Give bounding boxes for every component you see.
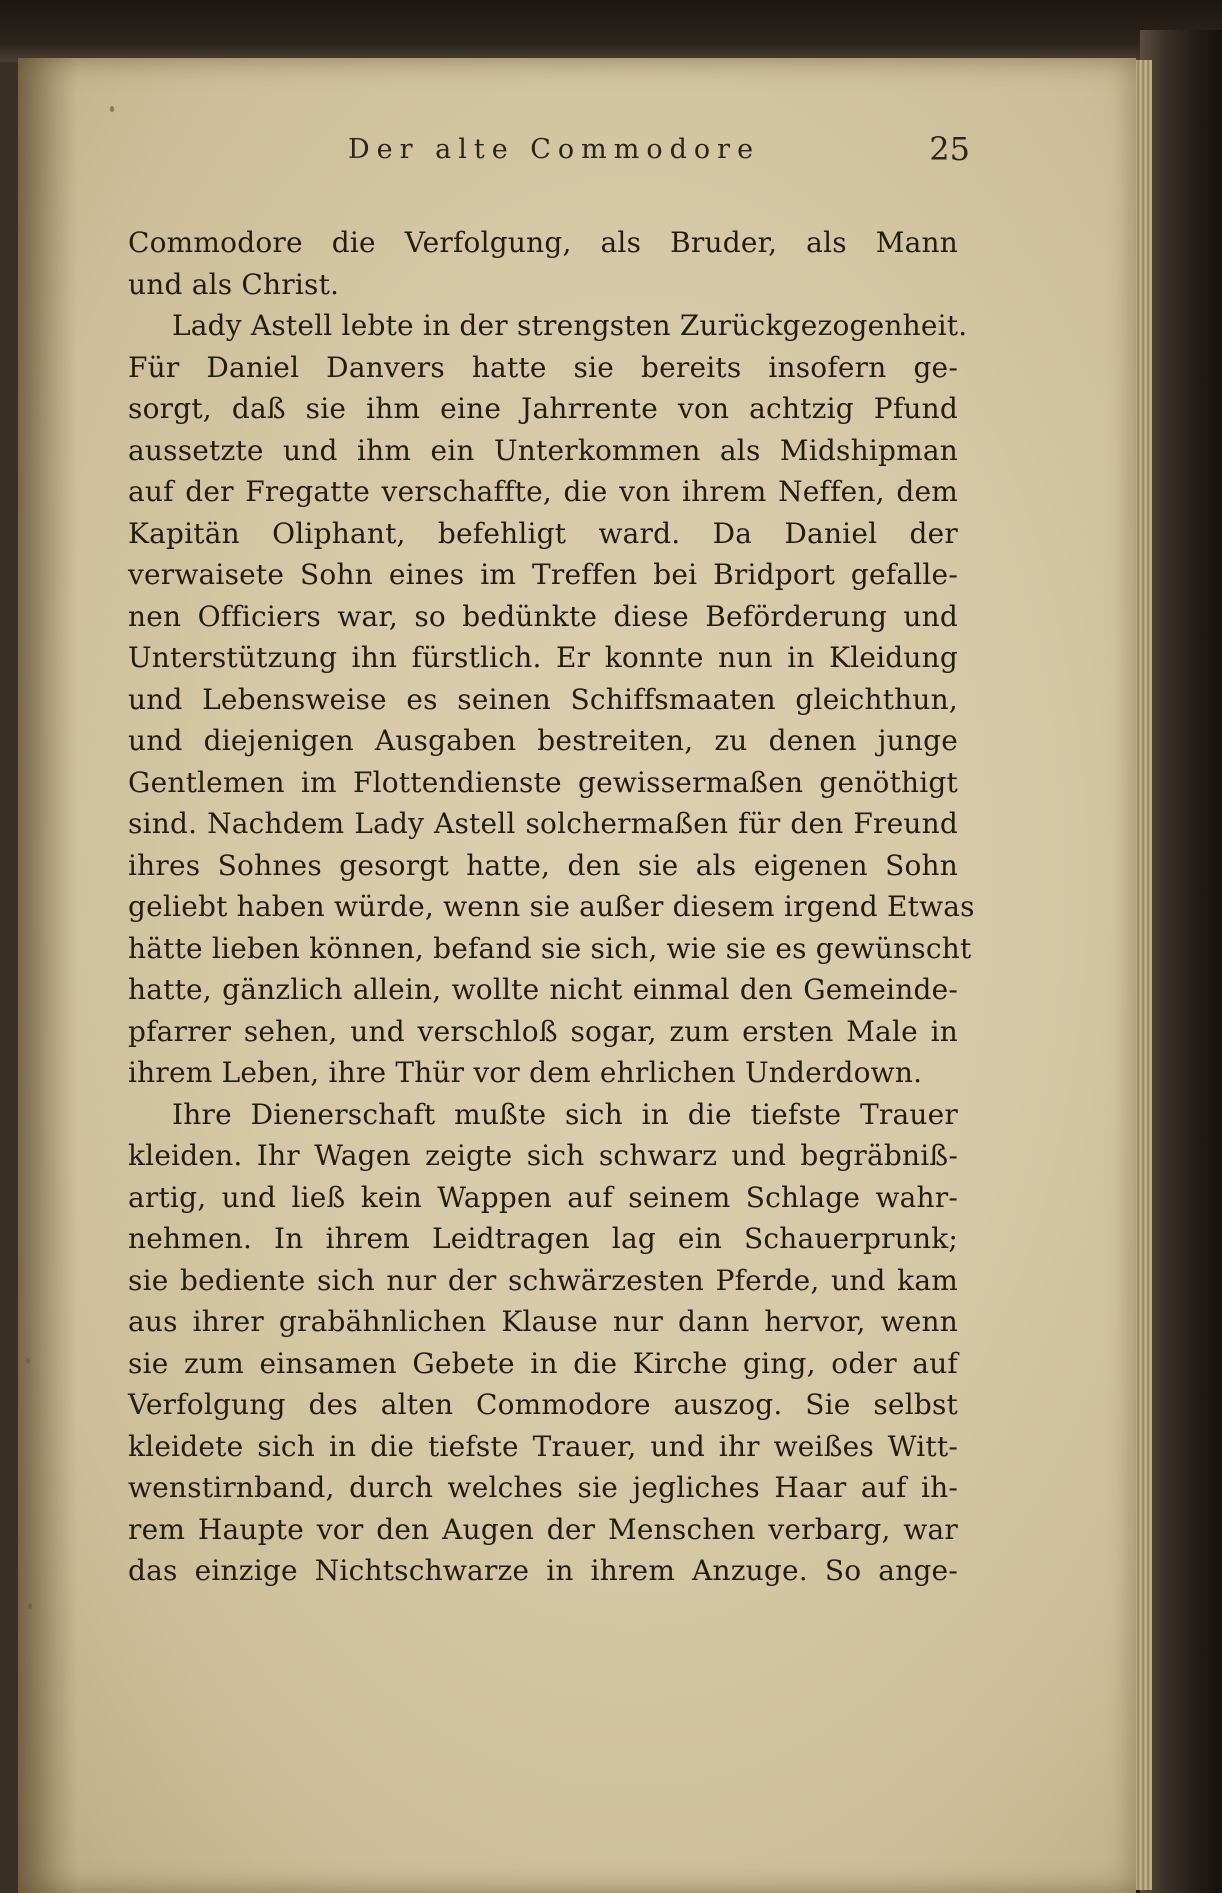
text-line: sie bediente sich nur der schwärzesten Pferde, und kam [128,1263,958,1297]
text-line: Unterstützung ihn fürstlich. Er konnte nun in Kleidung [128,641,958,674]
paper-speck [26,1358,30,1364]
text-line: sorgt, daß sie ihm eine Jahrrente von achtzig Pfund [128,392,958,425]
body-text [128,222,975,1592]
gutter-shadow [18,58,78,1893]
text-line: nen Officiers war, so bedünkte diese Beförderung und [128,599,958,633]
text-line: artig, und ließ kein Wappen auf seinem Schlage wahr- [128,1180,958,1214]
text-line: aus ihrer grabähnlichen Klause nur dann hervor, wenn [128,1305,958,1338]
running-title: Der alte Commodore [348,134,761,165]
paper-speck [28,1603,32,1609]
text-line: Kapitän Oliphant, befehligt ward. Da Daniel der [128,516,958,550]
text-line: Ihre Dienerschaft mußte sich in die tiefste Trauer [172,1097,958,1131]
text-line: und diejenigen Ausgaben bestreiten, zu denen junge [128,724,958,757]
text-line: Verfolgung des alten Commodore auszog. Sie selbst [128,1388,958,1421]
text-line: ihres Sohnes gesorgt hatte, den sie als eigenen Sohn [128,848,958,882]
book-cover-right [1140,30,1222,1893]
text-line: verwaisete Sohn eines im Treffen bei Bridport gefalle- [128,558,958,591]
text-line: auf der Fregatte verschaffte, die von ihrem Neffen, dem [128,475,958,508]
text-line: wenstirnband, durch welches sie jegliches Haar auf ih- [128,1471,958,1504]
text-line: Für Daniel Danvers hatte sie bereits insofern ge- [128,350,958,384]
text-line: und Lebensweise es seinen Schiffsmaaten gleichthun, [128,682,958,716]
text-line: aussetzte und ihm ein Unterkommen als Midshipman [128,433,958,467]
book-cover-top [0,0,1222,62]
text-line: Commodore die Verfolgung, als Bruder, als Mann [128,226,958,259]
text-line: kleiden. Ihr Wagen zeigte sich schwarz und begräbniß- [128,1139,958,1172]
text-line: und als Christ. [128,267,340,301]
text-line: ihrem Leben, ihre Thür vor dem ehrlichen Underdown. [128,1056,923,1089]
text-line: sind. Nachdem Lady Astell solchermaßen für den Freund [128,807,958,840]
text-line: nehmen. In ihrem Leidtragen lag ein Schauerprunk; [128,1222,958,1255]
text-line: pfarrer sehen, und verschloß sogar, zum ersten Male in [128,1014,958,1048]
text-line: Lady Astell lebte in der strengsten Zurückgezogenheit. [172,309,968,342]
page-number: 25 [929,130,970,168]
text-line: sie zum einsamen Gebete in die Kirche ging, oder auf [128,1346,958,1380]
page-header [110,120,970,180]
paper-speck [110,106,114,112]
text-line: hatte, gänzlich allein, wollte nicht einmal den Gemeinde- [128,973,958,1006]
text-line: hätte lieben können, befand sie sich, wie sie es gewünscht [128,931,972,965]
text-line: kleidete sich in die tiefste Trauer, und ihr weißes Witt- [128,1429,958,1463]
text-line: geliebt haben würde, wenn sie außer diesem irgend Etwas [128,890,975,923]
text-line: rem Haupte vor den Augen der Menschen verbarg, war [128,1512,958,1546]
text-line: das einzige Nichtschwarze in ihrem Anzuge. So ange- [128,1554,958,1587]
text-line: Gentlemen im Flottendienste gewissermaßen genöthigt [128,765,958,799]
